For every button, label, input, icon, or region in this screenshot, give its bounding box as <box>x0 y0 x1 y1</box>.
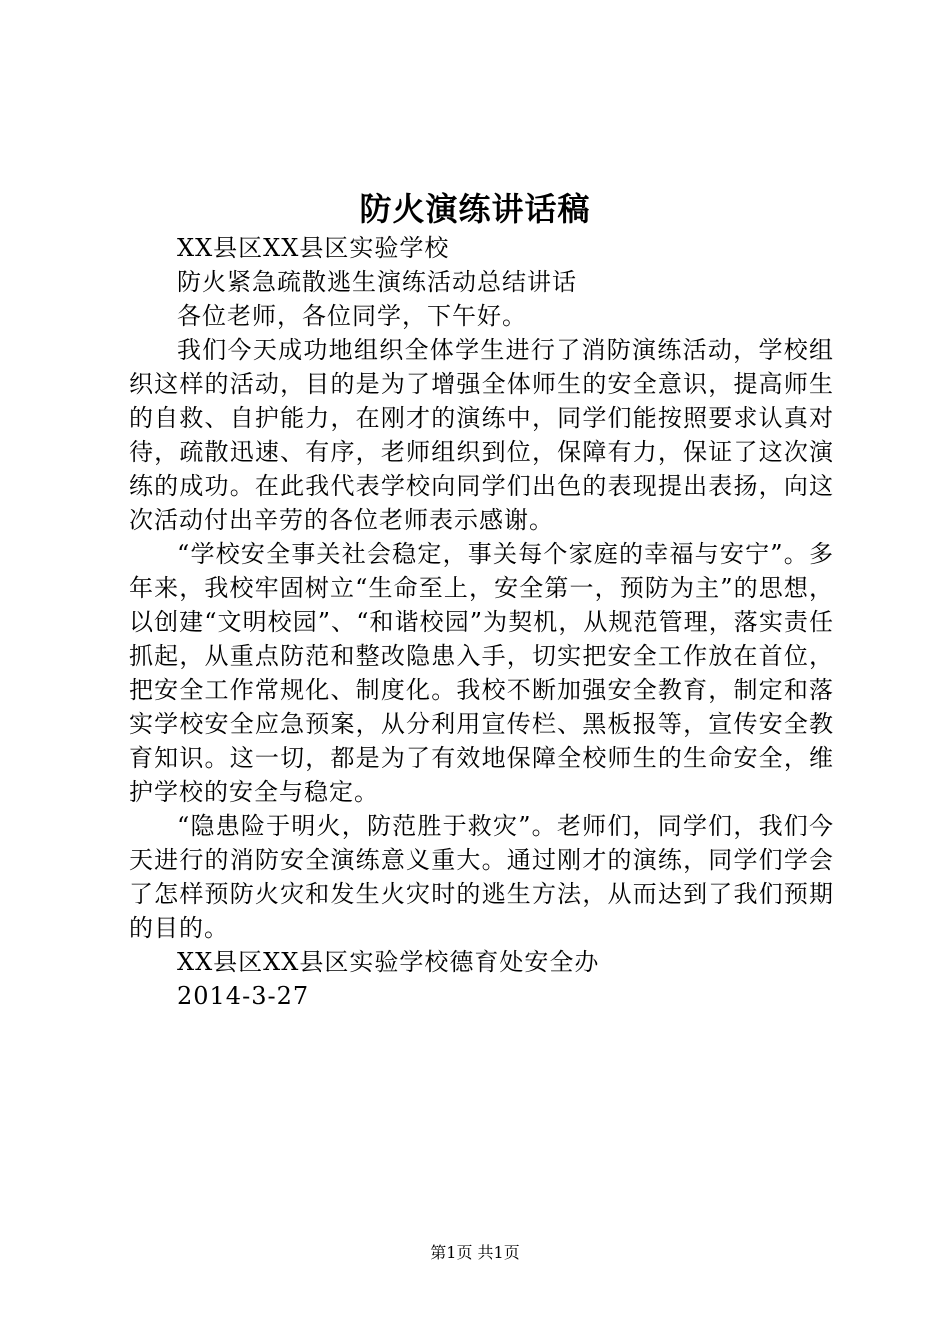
greeting-line: 各位老师，各位同学，下午好。 <box>177 302 527 330</box>
school-line: XX县区XX县区实验学校 <box>177 234 450 262</box>
date-line: 2014-3-27 <box>177 982 310 1010</box>
document-body <box>129 231 834 1013</box>
paragraph-1: 我们今天成功地组织全体学生进行了消防演练活动，学校组织这样的活动，目的是为了增强全体师生的安全意识，提高师生的自救、自护能力，在刚才的演练中，同学们能按照要求认真对待，疏散迅速、有序，老师组织到位，保障有力，保证了这次演练的成功。在此我代表学校向同学们出色的表现提出表扬，向这次活动付出辛劳的各位老师表示感谢。 <box>129 336 834 534</box>
paragraph-2: “学校安全事关社会稳定，事关每个家庭的幸福与安宁”。多年来，我校牢固树立“生命至上，安全第一，预防为主”的思想，以创建“文明校园”、“和谐校园”为契机，从规范管理，落实责任抓起，从重点防范和整改隐患入手，切实把安全工作放在首位，把安全工作常规化、制度化。我校不断加强安全教育，制定和落实学校安全应急预案，从分利用宣传栏、黑板报等，宣传安全教育知识。这一切，都是为了有效地保障全校师生的生命安全，维护学校的安全与稳定。 <box>129 540 834 806</box>
document-title: 防火演练讲话稿 <box>359 190 591 228</box>
paragraph-3: “隐患险于明火，防范胜于救灾”。老师们，同学们，我们今天进行的消防安全演练意义重大。通过刚才的演练，同学们学会了怎样预防火灾和发生火灾时的逃生方法，从而达到了我们预期的目的。 <box>129 812 834 942</box>
subtitle-line: 防火紧急疏散逃生演练活动总结讲话 <box>177 268 577 296</box>
page-footer: 第1页 共1页 <box>430 1243 520 1262</box>
signature-line: XX县区XX县区实验学校德育处安全办 <box>177 948 600 976</box>
